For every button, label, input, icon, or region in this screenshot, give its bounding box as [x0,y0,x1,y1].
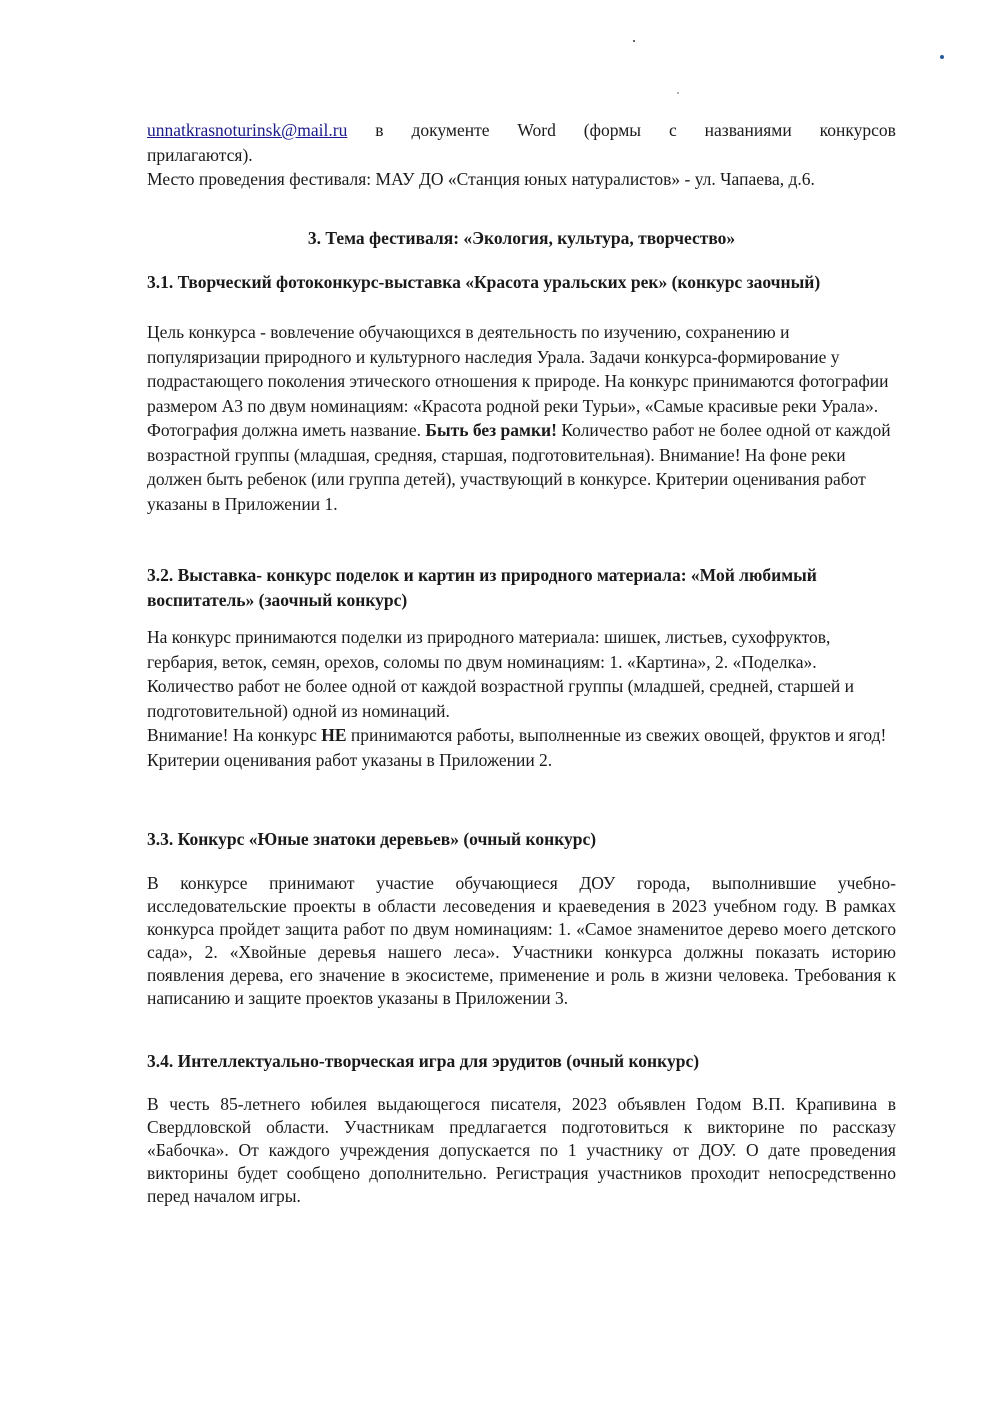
intro-block [147,118,896,192]
section-3-4-text: В честь 85-летнего юбилея выдающегося писателя, 2023 объявлен Годом В.П. Крапивина в Свердловской области. Участникам предлагается подготовиться к викторине по рассказу «Бабочка». От каждого учреждения допускается по 1 участнику от ДОУ. О дате проведения викторины будет сообщено дополнительно. Регистрация участников проходит непосредственно перед началом игры. [147,1094,896,1206]
email-line [147,118,896,143]
intro-word: конкурсов [819,120,896,140]
scan-speck [940,55,944,59]
s32-paragraph-1: На конкурс принимаются поделки из природного материала: шишек, листьев, сухофруктов, гербария, веток, семян, орехов, соломы по двум номинациям: 1. «Картина», 2. «Поделка». [147,627,831,672]
scan-speck [677,92,679,94]
intro-word: документе [411,120,490,140]
s32-p3-b: принимаются работы, выполненные из свежих овощей, фруктов и ягод! Критерии оценивания работ указаны в Приложении 2. [147,725,887,770]
email-link[interactable]: unnatkrasnoturinsk@mail.ru [147,120,348,140]
s31-text-a: Цель конкурса - вовлечение обучающихся в деятельность по изучению, сохранению и популяризации природного и культурного наследия Урала. Задачи конкурса-формирование у подрастающего поколения этического отношения к природе. На конкурс принимаются фотографии размером А3 по двум номинациям: «Красота родной реки Турьи», «Самые красивые реки Урала». Фотография должна иметь название. [147,322,889,440]
intro-word: названиями [704,120,792,140]
s32-paragraph-2: Количество работ не более одной от каждой возрастной группы (младшей, средней, старшей и подготовительной) одной из номинаций. [147,676,854,721]
section-3-4-heading: 3.4. Интеллектуально-творческая игра для эрудитов (очный конкурс) [147,1051,700,1071]
scan-speck [633,40,635,42]
intro-line-2: прилагаются). [147,144,253,165]
intro-word: с [668,120,677,140]
section-3-2-heading: 3.2. Выставка- конкурс поделок и картин из природного материала: «Мой любимый воспитатель» (заочный конкурс) [147,565,817,610]
section-3-3-heading: 3.3. Конкурс «Юные знатоки деревьев» (очный конкурс) [147,829,597,849]
section-3-3-text: В конкурсе принимают участие обучающиеся ДОУ города, выполнившие учебно-исследовательские проекты в области лесоведения и краеведения в 2023 учебном году. В рамках конкурса пройдет защита работ по двум номинациям: 1. «Самое знаменитое дерево моего детского сада», 2. «Хвойные деревья нашего леса». Участники конкурса должны показать историю появления дерева, его значение в экосистеме, применение и роль в жизни человека. Требования к написанию и защите проектов указаны в Приложении 3. [147,873,896,1008]
intro-word: в [375,120,384,140]
section-title: 3. Тема фестиваля: «Экология, культура, творчество» [307,228,736,248]
intro-word: Word [517,120,556,140]
section-3-2-body [147,625,896,772]
section-3-1-heading: 3.1. Творческий фотоконкурс-выставка «Красота уральских рек» (конкурс заочный) [147,272,821,292]
venue-line: Место проведения фестиваля: МАУ ДО «Станция юных натуралистов» - ул. Чапаева, д.6. [147,169,815,189]
s31-bold-note: Быть без рамки! [425,420,557,440]
s32-paragraph-3 [147,723,896,772]
section-3-1-text [147,320,896,516]
s31-text-b: Количество работ не более одной от каждой возрастной группы (младшая, средняя, старшая, подготовительная). Внимание! На фоне реки должен быть ребенок (или группа детей), участвующий в конкурсе. Критерии оценивания работ указаны в Приложении 1. [147,420,891,514]
intro-word: (формы [583,120,642,140]
s32-p3-bold: НЕ [321,725,347,745]
s32-p3-a: Внимание! На конкурс [147,725,317,745]
